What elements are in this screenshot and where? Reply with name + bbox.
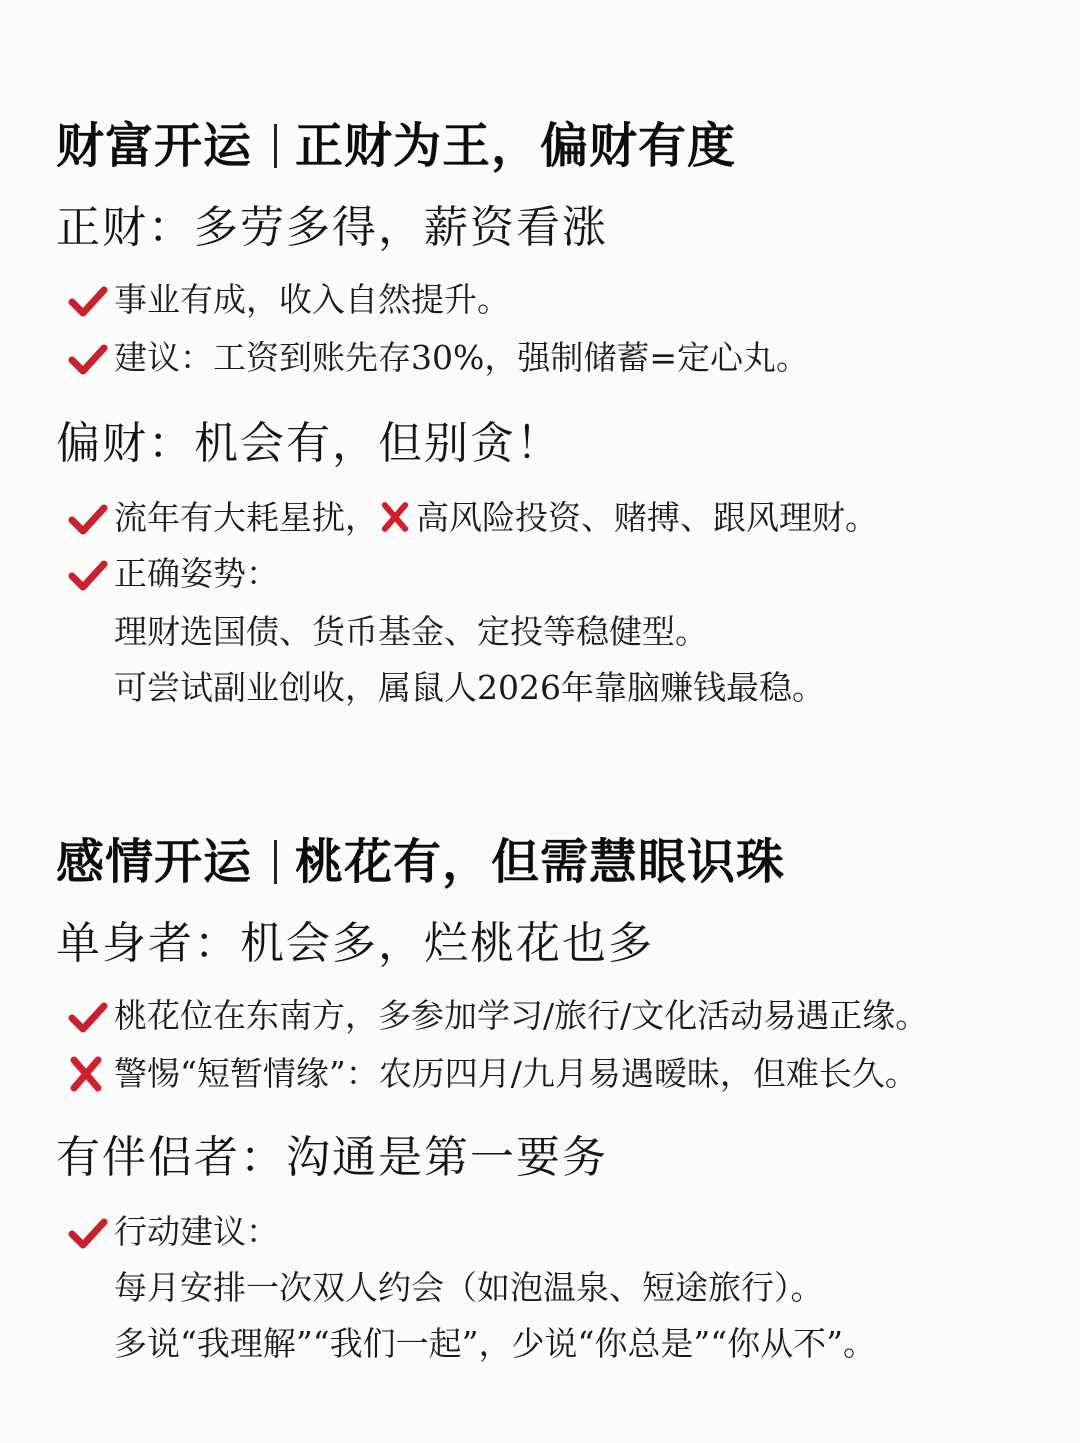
partner-item-line-2: 多说“我理解”“我们一起”，少说“你总是”“你从不”。	[114, 1324, 876, 1363]
piancai-item-2-line-1: 理财选国债、货币基金、定投等稳健型。	[114, 612, 708, 651]
love-section-title	[56, 832, 785, 892]
piancai-item-1-part2: 高风险投资、赌搏、跟风理财。	[416, 498, 878, 537]
partner-item-line-1: 每月安排一次双人约会（如泡温泉、短途旅行）。	[114, 1268, 824, 1307]
single-heading: 单身者：机会多，烂桃花也多	[56, 918, 654, 969]
love-title-right: 桃花有，但需慧眼识珠	[295, 834, 786, 890]
zhengcai-item-1: 事业有成，收入自然提升。	[114, 280, 510, 319]
title-divider	[274, 124, 277, 168]
single-item-1: 桃花位在东南方，多参加学习/旅行/文化活动易遇正缘。	[114, 996, 929, 1035]
check-icon	[68, 556, 108, 596]
partner-item-label: 行动建议：	[114, 1212, 279, 1251]
title-divider	[274, 840, 277, 884]
wealth-section-title	[56, 116, 736, 176]
love-title-left: 感情开运	[56, 834, 253, 890]
piancai-item-1	[114, 496, 878, 540]
piancai-item-1-part1: 流年有大耗星扰，	[114, 498, 378, 537]
zhengcai-heading: 正财：多劳多得，薪资看涨	[56, 202, 608, 253]
check-icon	[68, 340, 108, 380]
piancai-heading: 偏财：机会有，但别贪！	[56, 418, 562, 469]
piancai-item-2-label: 正确姿势：	[114, 554, 279, 593]
check-icon	[68, 500, 108, 540]
piancai-item-2-line-2: 可尝试副业创收，属鼠人2026年靠脑赚钱最稳。	[114, 668, 825, 707]
check-icon	[68, 282, 108, 322]
wealth-title-left: 财富开运	[56, 118, 253, 174]
check-icon	[68, 1214, 108, 1254]
partner-heading: 有伴侣者：沟通是第一要务	[56, 1132, 608, 1183]
wealth-title-right: 正财为王，偏财有度	[295, 118, 737, 174]
check-icon	[68, 998, 108, 1038]
zhengcai-item-2: 建议：工资到账先存30%，强制储蓄=定心丸。	[114, 338, 809, 377]
cross-icon	[378, 499, 412, 535]
single-item-2: 警惕“短暂情缘”：农历四月/九月易遇暧昧，但难长久。	[114, 1054, 918, 1093]
cross-icon	[66, 1054, 106, 1094]
